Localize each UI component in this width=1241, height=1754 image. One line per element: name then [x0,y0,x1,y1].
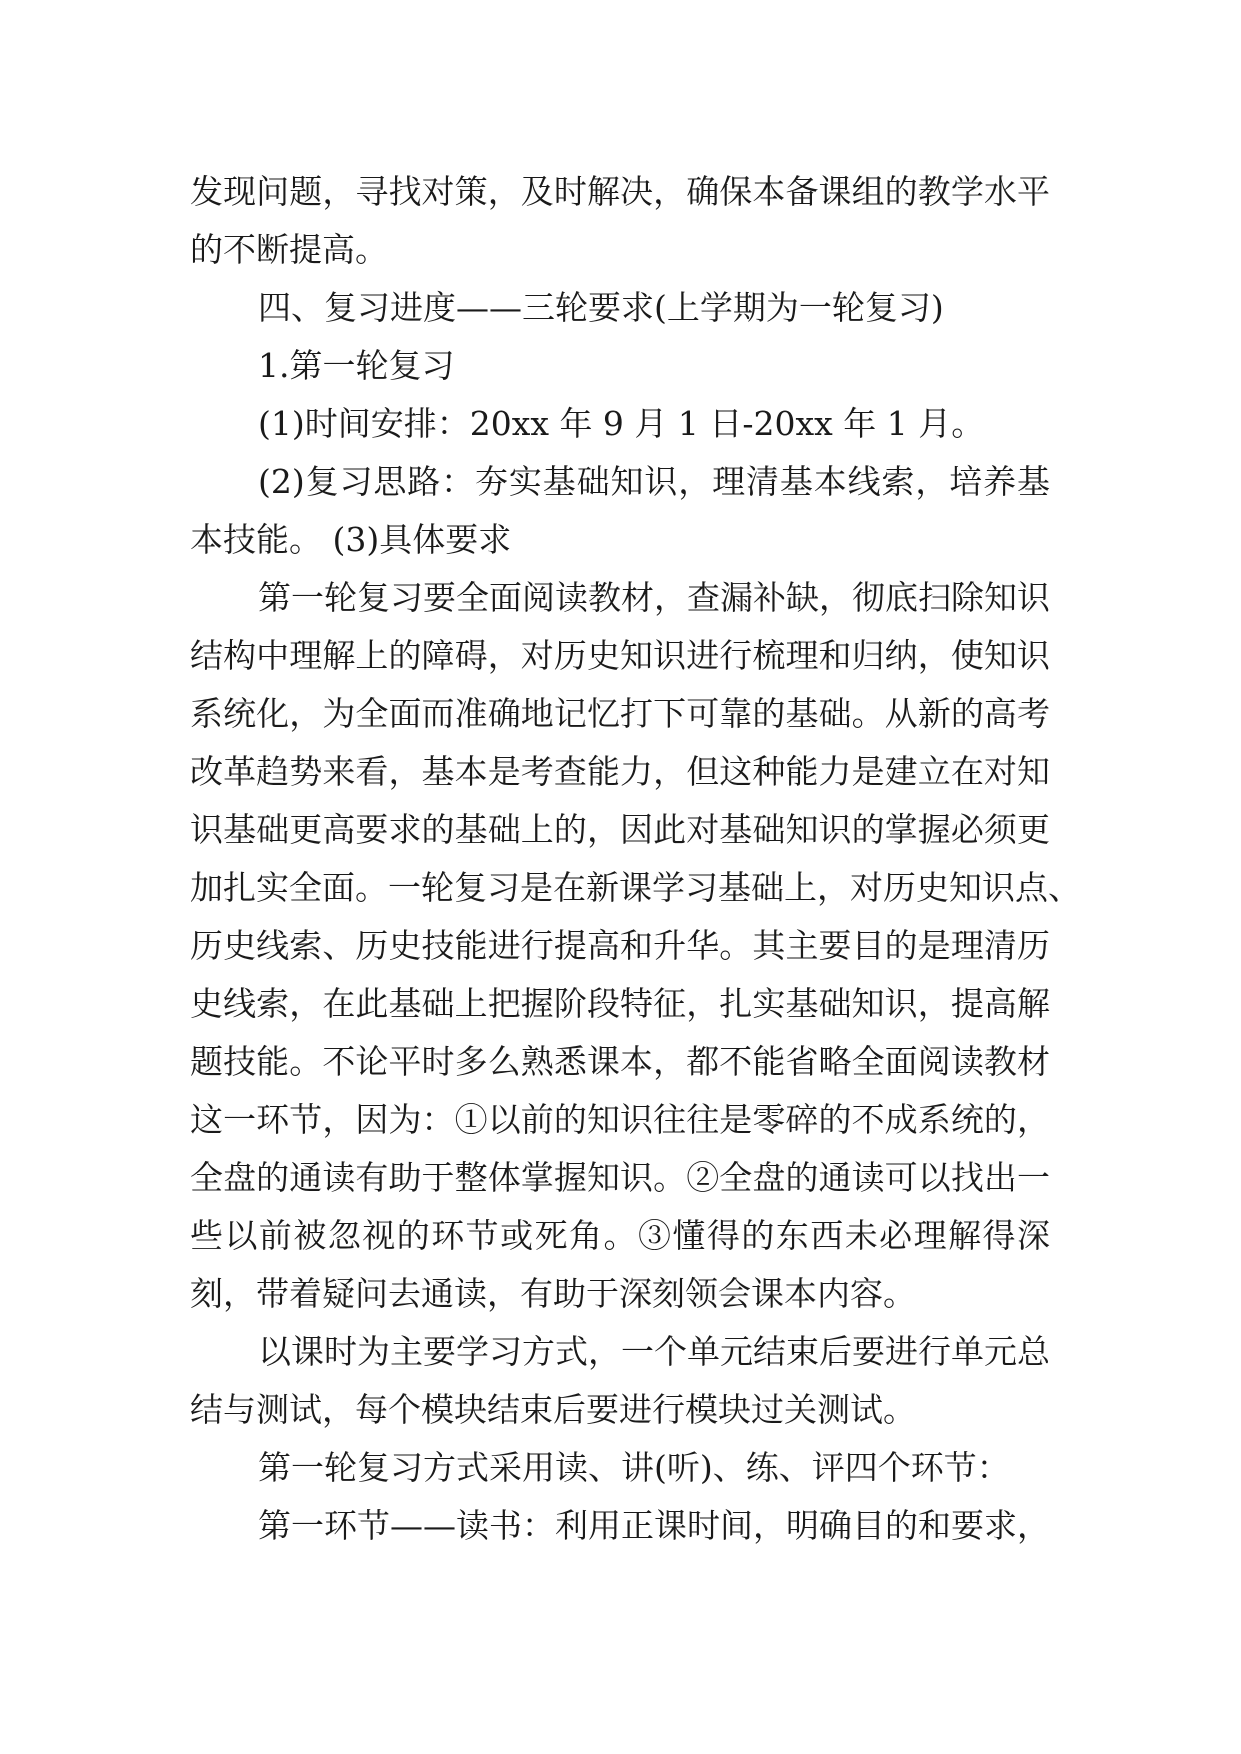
text-line: 历史线索、历史技能进行提高和升华。其主要目的是理清历 [190,926,1050,965]
document-body [190,163,1081,1555]
text-line: 结与测试，每个模块结束后要进行模块过关测试。 [190,1390,916,1429]
text-line: 题技能。不论平时多么熟悉课本，都不能省略全面阅读教材 [190,1042,1050,1081]
text-line: 刻，带着疑问去通读，有助于深刻领会课本内容。 [190,1274,916,1313]
text-line: 改革趋势来看，基本是考查能力，但这种能力是建立在对知 [190,752,1050,791]
text-line: (1)时间安排：20xx 年 9 月 1 日-20xx 年 1 月。 [258,404,985,443]
text-line: 这一环节，因为：①以前的知识往往是零碎的不成系统的， [190,1100,1050,1139]
text-line: 第一轮复习要全面阅读教材，查漏补缺，彻底扫除知识 [258,578,1050,617]
text-line: (2)复习思路：夯实基础知识，理清基本线索，培养基 [258,462,1050,501]
text-line: 发现问题，寻找对策，及时解决，确保本备课组的教学水平 [190,172,1050,211]
text-line: 系统化，为全面而准确地记忆打下可靠的基础。从新的高考 [190,694,1050,733]
text-line: 加扎实全面。一轮复习是在新课学习基础上，对历史知识点、 [190,868,1081,907]
text-line: 第一环节——读书：利用正课时间，明确目的和要求， [258,1506,1050,1545]
text-line: 史线索，在此基础上把握阶段特征，扎实基础知识，提高解 [190,984,1050,1023]
text-line: 些以前被忽视的环节或死角。③懂得的东西未必理解得深 [190,1216,1050,1255]
text-line: 结构中理解上的障碍，对历史知识进行梳理和归纳，使知识 [190,636,1050,675]
text-line: 第一轮复习方式采用读、讲(听)、练、评四个环节： [258,1448,1010,1487]
section-heading: 四、复习进度——三轮要求(上学期为一轮复习) [258,288,944,327]
text-line: 的不断提高。 [190,230,388,269]
text-line: 识基础更高要求的基础上的，因此对基础知识的掌握必须更 [190,810,1050,849]
text-line: 以课时为主要学习方式，一个单元结束后要进行单元总 [258,1332,1050,1371]
text-line: 全盘的通读有助于整体掌握知识。②全盘的通读可以找出一 [190,1158,1050,1197]
subsection-heading: 1.第一轮复习 [258,346,455,385]
text-line: 本技能。 (3)具体要求 [190,520,512,559]
